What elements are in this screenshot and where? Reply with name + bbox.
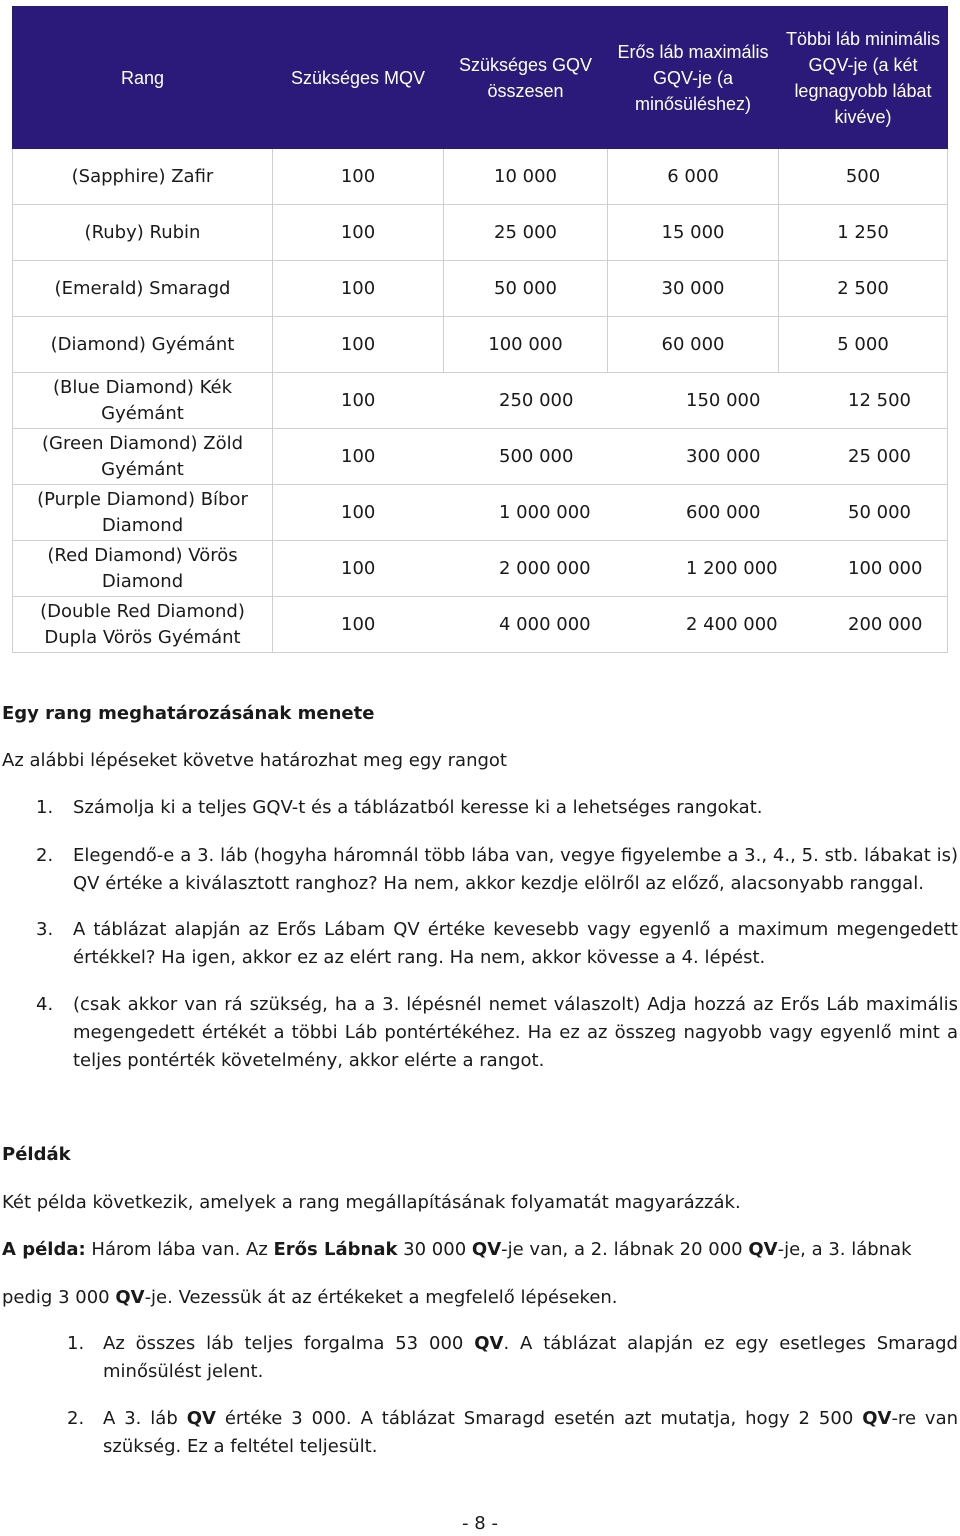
merged-values-cell (273, 485, 948, 541)
table-row (13, 317, 948, 373)
method-step (2, 842, 958, 898)
text-run-bold: Erős Lábnak (273, 1239, 398, 1260)
header-rank: Rang (13, 7, 273, 149)
example-step (2, 1330, 958, 1386)
text-run-bold: QV (115, 1287, 145, 1308)
rank-cell: (Blue Diamond) Kék Gyémánt (13, 373, 273, 429)
strong-leg-value: 600 000 (686, 501, 761, 523)
text-run-bold: QV (862, 1408, 892, 1429)
rank-cell: (Emerald) Smaragd (13, 261, 273, 317)
text-run-bold: QV (474, 1333, 504, 1354)
text-run: értéke 3 000. A táblázat Smaragd esetén azt mutatja, hogy 2 500 (215, 1408, 863, 1429)
text-run: -re van szükség. Ez a feltétel teljesült. (103, 1408, 959, 1457)
rank-cell: (Purple Diamond) Bíbor Diamond (13, 485, 273, 541)
other-leg-value: 100 000 (848, 557, 923, 579)
strong-leg-cell: 6 000 (608, 149, 779, 205)
table-row (13, 541, 948, 597)
rank-cell: (Ruby) Rubin (13, 205, 273, 261)
step-number: 2. (67, 1408, 85, 1429)
step-number: 2. (36, 845, 54, 866)
mqv-value: 100 (341, 557, 376, 579)
mqv-cell: 100 (273, 261, 444, 317)
examples-intro: Két példa következik, amelyek a rang megállapításának folyamatát magyarázzák. (2, 1192, 741, 1213)
table-row (13, 373, 948, 429)
header-strong-leg-max: Erős láb maximális GQV-je (a minősüléshez) (608, 7, 779, 149)
strong-leg-value: 150 000 (686, 389, 761, 411)
header-required-mqv: Szükséges MQV (273, 7, 444, 149)
gqv-cell: 100 000 (444, 317, 608, 373)
mqv-cell: 100 (273, 149, 444, 205)
text-run: pedig 3 000 (2, 1287, 116, 1308)
method-heading: Egy rang meghatározásának menete (2, 703, 375, 724)
rank-cell: (Sapphire) Zafir (13, 149, 273, 205)
text-run: -je. Vezessük át az értékeket a megfelelő lépéseken. (144, 1287, 618, 1308)
strong-leg-value: 300 000 (686, 445, 761, 467)
page-number: - 8 - (462, 1513, 498, 1534)
examples-heading: Példák (2, 1144, 71, 1165)
method-step (2, 991, 958, 1075)
other-leg-cell: 5 000 (779, 317, 948, 373)
gqv-cell: 25 000 (444, 205, 608, 261)
gqv-value: 250 000 (499, 389, 574, 411)
rank-requirements-table (12, 6, 948, 653)
step-number: 1. (67, 1333, 85, 1354)
table-row (13, 205, 948, 261)
other-leg-value: 25 000 (848, 445, 911, 467)
text-run-bold: QV (186, 1408, 216, 1429)
example-a-label: A példa: (2, 1239, 86, 1260)
gqv-cell: 50 000 (444, 261, 608, 317)
mqv-value: 100 (341, 613, 376, 635)
example-step (2, 1405, 958, 1461)
other-leg-value: 200 000 (848, 613, 923, 635)
other-leg-cell: 500 (779, 149, 948, 205)
text-run: 30 000 (397, 1239, 472, 1260)
text-run: . A táblázat alapján ez egy esetleges Smaragd minősülést jelent. (103, 1333, 958, 1382)
table-row (13, 597, 948, 653)
step-number: 3. (36, 919, 54, 940)
strong-leg-cell: 60 000 (608, 317, 779, 373)
example-a-line-2 (2, 1284, 958, 1312)
merged-values-cell (273, 429, 948, 485)
strong-leg-cell: 30 000 (608, 261, 779, 317)
text-run-bold: QV (748, 1239, 778, 1260)
text-run-bold: QV (471, 1239, 502, 1260)
merged-values-cell (273, 373, 948, 429)
header-required-gqv: Szükséges GQV összesen (444, 7, 608, 149)
step-text: (csak akkor van rá szükség, ha a 3. lépésnél nemet válaszolt) Adja hozzá az Erős Láb maximális megengedett értékét a többi Láb pontértékéhez. Ha ez az összeg nagyobb vagy egyenlő mint a teljes pontérték követelmény, akkor elérte a rangot. (73, 994, 958, 1071)
method-intro: Az alábbi lépéseket követve határozhat meg egy rangot (2, 750, 507, 771)
strong-leg-cell: 15 000 (608, 205, 779, 261)
table-row (13, 485, 948, 541)
gqv-cell: 10 000 (444, 149, 608, 205)
mqv-cell: 100 (273, 205, 444, 261)
step-number: 4. (36, 994, 54, 1015)
step-text (103, 1330, 958, 1386)
gqv-value: 500 000 (499, 445, 574, 467)
step-text: A táblázat alapján az Erős Lábam QV értéke kevesebb vagy egyenlő a maximum megengedett értékkel? Ha igen, akkor ez az elért rang. Ha nem, akkor kövesse a 4. lépést. (73, 919, 958, 968)
table-header-row (13, 7, 948, 149)
text-run: A 3. láb (103, 1408, 187, 1429)
header-other-leg-min: Többi láb minimális GQV-je (a két legnagyobb lábat kivéve) (779, 7, 948, 149)
rank-cell: (Red Diamond) Vörös Diamond (13, 541, 273, 597)
step-text (103, 1405, 958, 1461)
mqv-value: 100 (341, 501, 376, 523)
step-text: Elegendő-e a 3. láb (hogyha háromnál több lába van, vegye figyelembe a 3., 4., 5. stb. lábakat is) QV értéke a kiválasztott ranghoz? Ha nem, akkor kezdje elölről az előző, alacsonyabb ranggal. (73, 845, 958, 894)
other-leg-value: 12 500 (848, 389, 911, 411)
table-row (13, 429, 948, 485)
table-row (13, 149, 948, 205)
gqv-value: 2 000 000 (499, 557, 591, 579)
strong-leg-value: 2 400 000 (686, 613, 778, 635)
method-step (2, 794, 958, 822)
step-text: Számolja ki a teljes GQV-t és a táblázatból keresse ki a lehetséges rangokat. (73, 797, 763, 818)
method-step (2, 916, 958, 972)
merged-values-cell (273, 597, 948, 653)
mqv-value: 100 (341, 389, 376, 411)
text-run: -je, a 3. lábnak (777, 1239, 912, 1260)
gqv-value: 1 000 000 (499, 501, 591, 523)
text-run: Három lába van. Az (85, 1239, 274, 1260)
strong-leg-value: 1 200 000 (686, 557, 778, 579)
gqv-value: 4 000 000 (499, 613, 591, 635)
example-a-line-1 (2, 1236, 958, 1264)
other-leg-cell: 2 500 (779, 261, 948, 317)
merged-values-cell (273, 541, 948, 597)
step-number: 1. (36, 797, 54, 818)
other-leg-cell: 1 250 (779, 205, 948, 261)
rank-cell: (Double Red Diamond) Dupla Vörös Gyémánt (13, 597, 273, 653)
other-leg-value: 50 000 (848, 501, 911, 523)
text-run: Az összes láb teljes forgalma 53 000 (103, 1333, 475, 1354)
table-row (13, 261, 948, 317)
mqv-cell: 100 (273, 317, 444, 373)
text-run: -je van, a 2. lábnak 20 000 (501, 1239, 749, 1260)
rank-cell: (Diamond) Gyémánt (13, 317, 273, 373)
mqv-value: 100 (341, 445, 376, 467)
rank-cell: (Green Diamond) Zöld Gyémánt (13, 429, 273, 485)
